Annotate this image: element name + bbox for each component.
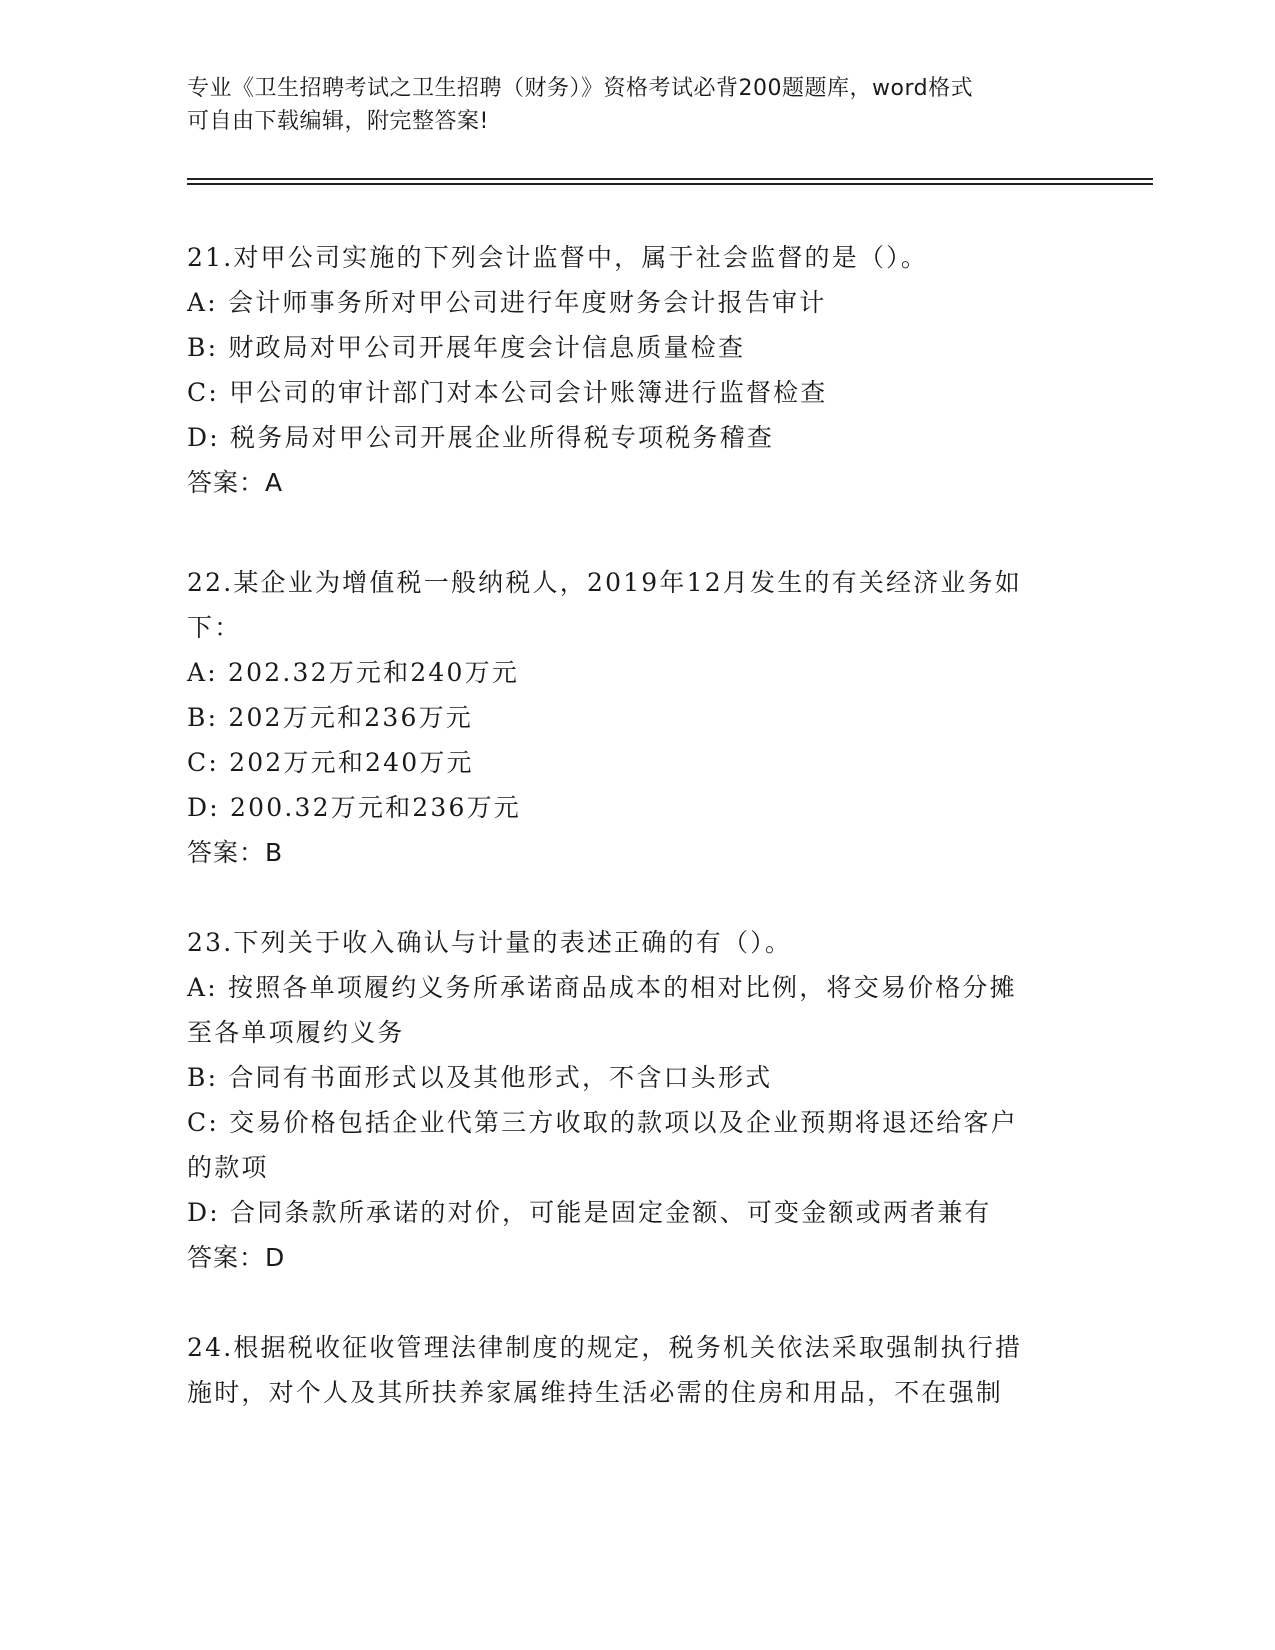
- question-21: [187, 235, 1087, 505]
- question-stem: 21.对甲公司实施的下列会计监督中，属于社会监督的是（）。: [187, 243, 929, 272]
- answer-label: 答案：D: [187, 1243, 286, 1272]
- question-23: [187, 920, 1087, 1280]
- option-d: D: 合同条款所承诺的对价，可能是固定金额、可变金额或两者兼有: [187, 1198, 992, 1227]
- question-stem: 24.根据税收征收管理法律制度的规定，税务机关依法采取强制执行措: [187, 1333, 1023, 1362]
- header-line-1: 专业《卫生招聘考试之卫生招聘（财务）》资格考试必背200题题库，word格式: [187, 76, 974, 101]
- option-a: A: 按照各单项履约义务所承诺商品成本的相对比例，将交易价格分摊: [187, 973, 1017, 1002]
- question-22: [187, 560, 1087, 875]
- option-d: D: 税务局对甲公司开展企业所得税专项税务稽查: [187, 423, 775, 452]
- option-a-continued: 至各单项履约义务: [187, 1018, 405, 1047]
- question-stem-continued: 施时，对个人及其所扶养家属维持生活必需的住房和用品，不在强制: [187, 1378, 1004, 1407]
- question-stem-continued: 下：: [187, 613, 242, 642]
- header-divider-bottom: [187, 183, 1153, 185]
- option-b: B: 财政局对甲公司开展年度会计信息质量检查: [187, 333, 746, 362]
- option-a: A: 会计师事务所对甲公司进行年度财务会计报告审计: [187, 288, 827, 317]
- question-stem: 23.下列关于收入确认与计量的表述正确的有（）。: [187, 928, 793, 957]
- option-a: A: 202.32万元和240万元: [187, 658, 520, 687]
- option-b: B: 202万元和236万元: [187, 703, 473, 732]
- option-d: D: 200.32万元和236万元: [187, 793, 522, 822]
- header-divider-top: [187, 178, 1153, 180]
- question-stem: 22.某企业为增值税一般纳税人，2019年12月发生的有关经济业务如: [187, 568, 1022, 597]
- document-header: [187, 72, 1087, 138]
- question-24: [187, 1325, 1087, 1415]
- answer-label: 答案：A: [187, 468, 284, 497]
- option-c: C: 202万元和240万元: [187, 748, 474, 777]
- option-c: C: 交易价格包括企业代第三方收取的款项以及企业预期将退还给客户: [187, 1108, 1018, 1137]
- option-c-continued: 的款项: [187, 1153, 269, 1182]
- header-line-2: 可自由下载编辑，附完整答案!: [187, 109, 489, 134]
- option-c: C: 甲公司的审计部门对本公司会计账簿进行监督检查: [187, 378, 828, 407]
- option-b: B: 合同有书面形式以及其他形式，不含口头形式: [187, 1063, 773, 1092]
- answer-label: 答案：B: [187, 838, 284, 867]
